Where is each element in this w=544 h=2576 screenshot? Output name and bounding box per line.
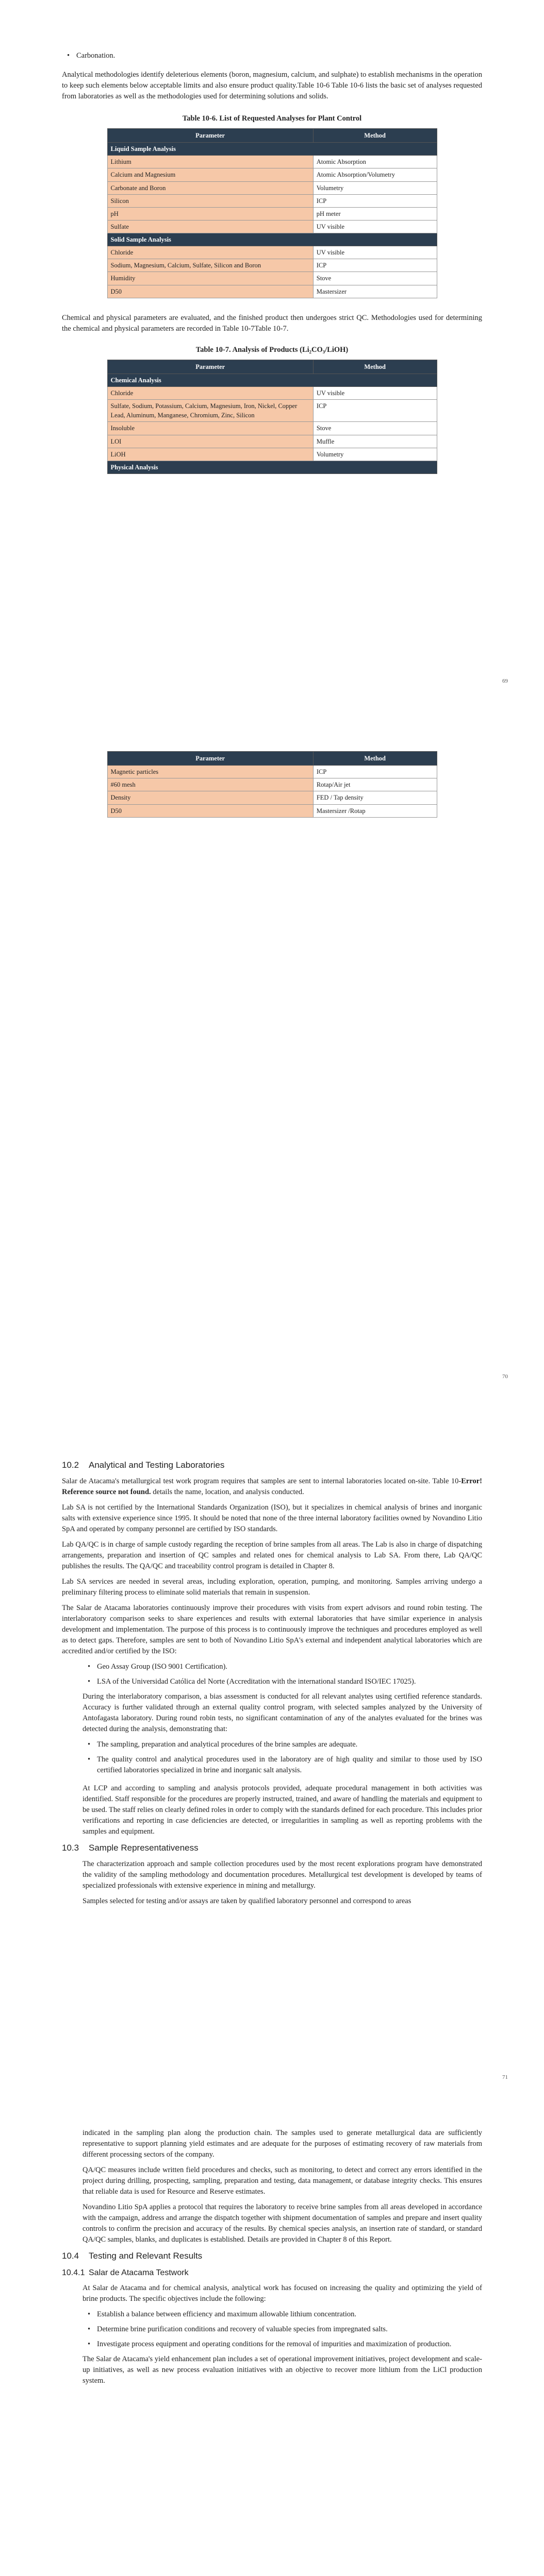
list-item: • Geo Assay Group (ISO 9001 Certification). [83,1662,482,1672]
paragraph: At LCP and according to sampling and analysis protocols provided, adequate procedural management in both activities was identified. Staff responsible for the procedures are properly instructed, trained, and aware of handling the materials and equipment to be used. The staff relies on clearly defined roles in order to comply with the standards defined for each procedure. This includes prior verifications and reporting in case deficiencies are detected, or irregularities in sampling as well as reporting problems with the samples and equipment. [83,1784,482,1836]
table-section-label: Chemical Analysis [107,374,437,386]
table-row [107,791,437,804]
page-72-content [62,2128,482,2391]
table-section-row [107,143,437,156]
table-10-6-caption: Table 10-6. List of Requested Analyses for Plant Control [182,114,362,123]
table-row [107,156,437,168]
table-row [107,400,437,422]
section-number: 10.4.1 [62,2268,85,2277]
section-title: Sample Representativeness [89,1843,199,1853]
method-cell: Volumetry [313,448,437,461]
table-row [107,285,437,298]
parameter-cell: Sulfate, Sodium, Potassium, Calcium, Magnesium, Iron, Nickel, Copper Lead, Aluminum, Manganese, Chromium, Zinc, Silicon [107,400,313,422]
paragraph: At Salar de Atacama and for chemical analysis, analytical work has focused on increasing the quality and optimizing the yield of brine products. The specific objectives include the following: [83,2283,482,2303]
page-number: 71 [502,2074,508,2080]
table-row [107,246,437,259]
method-cell: UV visible [313,246,437,259]
section-title: Analytical and Testing Laboratories [89,1460,225,1470]
table-header-row [107,360,437,374]
page-70 [0,701,544,1401]
paragraph: QA/QC measures include written field procedures and checks, such as monitoring, to detect and correct any errors identified in the project during drilling, prospecting, sampling, preparation and testing, data management, or database integrity checks. This ensures that reliable data is used for Resource and Reserve estimates. [83,2166,482,2196]
paragraph: During the interlaboratory comparison, a bias assessment is conducted for all relevant analytes using certified reference standards. Accuracy is further validated through an external quality control program, with selected samples analyzed by the University of Antofagasta laboratory. During round robin tests, no significant contamination of any of the analytes evaluated for the brines was detected during the analysis, demonstrating that: [83,1692,482,1733]
parameter-cell: Carbonate and Boron [107,181,313,194]
paragraph: The Salar de Atacama's yield enhancement plan includes a set of operational improvement initiatives, project development and scale-up initiatives, as well as new process evaluation initiatives with an objective to recover more lithium from the LiCl production system. [83,2355,482,2385]
parameter-cell: Sodium, Magnesium, Calcium, Sulfate, Silicon and Boron [107,259,313,272]
table-section-label: Solid Sample Analysis [107,233,437,246]
table-10-6 [107,128,437,298]
table-row [107,259,437,272]
method-cell: Atomic Absorption/Volumetry [313,168,437,181]
column-header: Method [313,752,437,766]
page-72 [0,2107,544,2576]
parameter-cell: Magnetic particles [107,766,313,778]
table-header-row [107,752,437,766]
page-number: 70 [502,1374,508,1380]
method-cell: ICP [313,194,437,207]
column-header: Parameter [107,129,313,143]
table-section-row [107,233,437,246]
table-row [107,272,437,285]
table-section-row [107,461,437,473]
section-heading [62,2250,482,2263]
method-cell: UV visible [313,387,437,400]
table-row [107,422,437,435]
paragraph: Analytical methodologies identify deleterious elements (boron, magnesium, calcium, and sulphate) to establish mechanisms in the operation to keep such elements below acceptable limits and also ensure product quality.Table 10-6 Table 10-6 lists the basic set of analyses requested from laboratories as well as the methodologies used for determining solutions and solids. [62,71,482,101]
column-header: Parameter [107,752,313,766]
paragraph: indicated in the sampling plan along the production chain. The samples used to generate metallurgical data are sufficiently representative to support planning yield estimates and are adequate for the purposes of estimating recovery of raw materials from different processing sectors of the company. [83,2129,482,2159]
page-71-content [62,1459,482,1911]
method-cell: ICP [313,400,437,422]
parameter-cell: pH [107,207,313,220]
table-10-7-caption: Table 10-7. Analysis of Products (Li₂CO₃/LiOH) [195,345,349,354]
table-section-row [107,374,437,386]
method-cell: Mastersizer /Rotap [313,804,437,817]
section-number: 10.2 [62,1460,79,1470]
paragraph: The Salar de Atacama laboratories continuously improve their procedures with visits from expert advisors and round robin testing. The interlaboratory comparison seeks to share experiences and results with external laboratories that have similar experience in analysis development and implementation. The purpose of this process is to continuously improve the techniques and procedures employed as well as to detect gaps. Therefore, samples are sent to both of Novandino Litio SpA's external and independent analytical laboratories which are accredited and/or certified by the ISO: [62,1603,482,1655]
reference-error: Error! Reference source not found. [62,1477,482,1496]
list-item: • The sampling, preparation and analytical procedures of the brine samples are adequate. [83,1739,482,1750]
parameter-cell: LiOH [107,448,313,461]
table-section-label: Liquid Sample Analysis [107,143,437,156]
section-heading [62,1842,482,1855]
column-header: Parameter [107,360,313,374]
page-71 [0,1401,544,2107]
section-title: Testing and Relevant Results [89,2251,203,2261]
section-heading [62,1459,482,1472]
table-row [107,766,437,778]
table-row [107,168,437,181]
paragraph: Lab SA is not certified by the International Standards Organization (ISO), but it specializes in chemical analysis of brines and inorganic salts with extensive experience since 1995. It should be noted that none of the three internal laboratory facilities owned by Novandino Litio SpA and operated by company personnel are certified by ISO standards. [62,1503,482,1533]
column-header: Method [313,360,437,374]
list-item: • LSA of the Universidad Católica del Norte (Accreditation with the international standard ISO/IEC 17025). [83,1676,482,1687]
page-number: 69 [502,678,508,684]
list-item: • Determine brine purification conditions and recovery of valuable species from impregnated salts. [83,2324,482,2335]
page-69 [0,0,544,701]
text: Salar de Atacama's metallurgical test work program requires that samples are sent to internal laboratories located on-site. Table 10- [62,1477,461,1485]
paragraph: The characterization approach and sample collection procedures used by the most recent explorations program have demonstrated the validity of the sampling methodology and documentation procedures. Metallurgical test development is developed by teams of specialized professionals with extensive experience in mining and metallurgy. [83,1859,482,1890]
list-item: • The quality control and analytical procedures used in the laboratory are of high quality and similar to those used by ISO certified laboratories specialized in brine and inorganic salt analysis. [83,1754,482,1776]
method-cell: Muffle [313,435,437,448]
method-cell: ICP [313,766,437,778]
method-cell: pH meter [313,207,437,220]
table-row [107,804,437,817]
method-cell: FED / Tap density [313,791,437,804]
page-69-content [62,50,482,474]
method-cell: UV visible [313,220,437,233]
table-row [107,181,437,194]
parameter-cell: Chloride [107,387,313,400]
table-10-7-continued [107,751,437,818]
parameter-cell: LOI [107,435,313,448]
paragraph: Novandino Litio SpA applies a protocol that requires the laboratory to receive brine samples from all areas developed in accordance with the campaign, address and arrange the dispatch together with shipment documentation of samples and prepare and insert quality controls to confirm the precision and accuracy of the results. By chemical species analysis, an insertion rate of standard, or standard QA/QC samples, blanks, and duplicates is established. Details are provided in Chapter 8 of this Report. [83,2203,482,2244]
list-item: • Investigate process equipment and operating conditions for the removal of impurities and maximization of production. [83,2339,482,2350]
section-title: Salar de Atacama Testwork [89,2268,189,2277]
table-row [107,435,437,448]
parameter-cell: Calcium and Magnesium [107,168,313,181]
parameter-cell: Insoluble [107,422,313,435]
bullet-carbonation: • Carbonation. [62,50,482,61]
table-row [107,220,437,233]
section-number: 10.3 [62,1843,79,1853]
method-cell: Stove [313,422,437,435]
text: details the name, location, and analysis conducted. [151,1487,304,1496]
paragraph: Samples selected for testing and/or assays are taken by qualified laboratory personnel and correspond to areas [83,1896,411,1905]
table-row [107,387,437,400]
table-section-label: Physical Analysis [107,461,437,473]
paragraph [62,1476,482,1498]
subsection-heading [62,2267,482,2279]
method-cell: Stove [313,272,437,285]
table-row [107,207,437,220]
method-cell: Volumetry [313,181,437,194]
parameter-cell: Lithium [107,156,313,168]
method-cell: Atomic Absorption [313,156,437,168]
table-header-row [107,129,437,143]
page-70-content [62,751,482,818]
parameter-cell: Density [107,791,313,804]
paragraph: Lab QA/QC is in charge of sample custody regarding the reception of brine samples from all areas. The Lab is also in charge of dispatching arrangements, preparation and insertion of QC samples and related ones for chemical analysis to Lab SA. From there, Lab QA/QC publishes the results. The QA/QC and traceability control program is detailed in Chapter 8. [62,1540,482,1570]
parameter-cell: Humidity [107,272,313,285]
table-10-7 [107,360,437,474]
list-item: • Establish a balance between efficiency and maximum allowable lithium concentration. [83,2309,482,2320]
parameter-cell: Chloride [107,246,313,259]
column-header: Method [313,129,437,143]
parameter-cell: #60 mesh [107,778,313,791]
table-row [107,778,437,791]
paragraph: Lab SA services are needed in several areas, including exploration, operation, pumping, and monitoring. Samples arriving undergo a preliminary filtering process to eliminate solid materials that remain in suspension. [62,1577,482,1597]
paragraph: Chemical and physical parameters are evaluated, and the finished product then undergoes strict QC. Methodologies used for determining the chemical and physical parameters are recorded in Table 10-7Table 10-7. [62,313,482,333]
section-number: 10.4 [62,2251,79,2261]
parameter-cell: D50 [107,804,313,817]
table-row [107,448,437,461]
parameter-cell: D50 [107,285,313,298]
parameter-cell: Silicon [107,194,313,207]
parameter-cell: Sulfate [107,220,313,233]
method-cell: Rotap/Air jet [313,778,437,791]
method-cell: ICP [313,259,437,272]
method-cell: Mastersizer [313,285,437,298]
table-row [107,194,437,207]
